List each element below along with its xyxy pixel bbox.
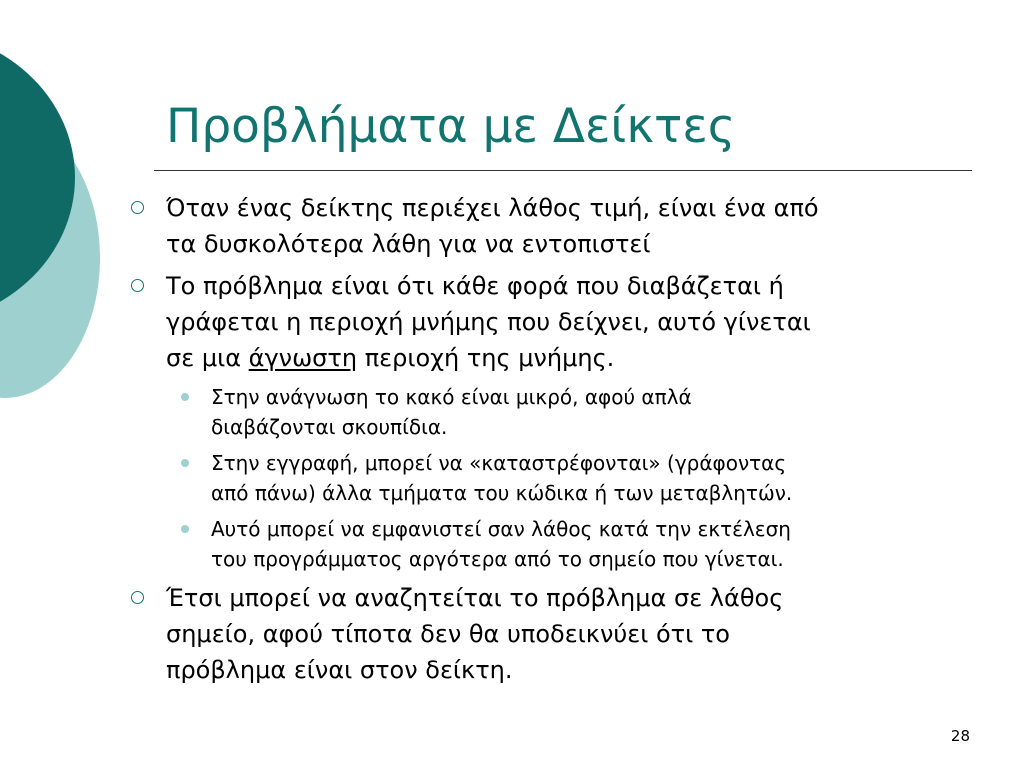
- sub-bullet-text-line: Στην ανάγνωση το κακό είναι μικρό, αφού απλά: [211, 385, 692, 409]
- bullet-text-line: τα δυσκολότερα λάθη για να εντοπιστεί: [166, 230, 651, 258]
- slide-number: 28: [950, 727, 970, 745]
- bullet-item: [128, 190, 966, 262]
- bullet-text-line: σημείο, αφού τίποτα δεν θα υποδεικνύει ότι το: [166, 620, 730, 648]
- bullet-text-fragment: περιοχή της μνήμης.: [357, 344, 615, 372]
- bullet-text-line: πρόβλημα είναι στον δείκτη.: [166, 656, 513, 684]
- bullet-item: [128, 268, 966, 376]
- slide-title: Προβλήματα με Δείκτες: [166, 99, 736, 154]
- sub-bullet-item: [211, 448, 991, 508]
- bullet-text-fragment: σε μια: [166, 344, 249, 372]
- filled-dot-bullet-icon: [181, 459, 189, 467]
- bullet-text-line: Έτσι μπορεί να αναζητείται το πρόβλημα σε λάθος: [166, 584, 784, 612]
- slide-body: [128, 190, 988, 694]
- hollow-circle-bullet-icon: [131, 201, 144, 214]
- hollow-circle-bullet-icon: [131, 591, 144, 604]
- sub-bullet-text-line: από πάνω) άλλα τμήματα του κώδικα ή των μεταβλητών.: [211, 481, 793, 505]
- sub-bullet-item: [211, 514, 991, 574]
- bullet-text-line: Το πρόβλημα είναι ότι κάθε φορά που διαβάζεται ή: [166, 272, 784, 300]
- filled-dot-bullet-icon: [181, 525, 189, 533]
- sub-bullet-text-line: Αυτό μπορεί να εμφανιστεί σαν λάθος κατά την εκτέλεση: [211, 517, 791, 541]
- bullet-text-line: Όταν ένας δείκτης περιέχει λάθος τιμή, είναι ένα από: [166, 194, 819, 222]
- sub-bullet-item: [211, 382, 991, 442]
- bullet-text-line: γράφεται η περιοχή μνήμης που δείχνει, αυτό γίνεται: [166, 308, 811, 336]
- sub-bullet-text-line: Στην εγγραφή, μπορεί να «καταστρέφονται» (γράφοντας: [211, 451, 787, 475]
- sub-bullet-text-line: του προγράμματος αργότερα από το σημείο που γίνεται.: [211, 547, 784, 571]
- underlined-word: άγνωστη: [248, 344, 358, 372]
- hollow-circle-bullet-icon: [131, 279, 144, 292]
- title-divider: [154, 170, 972, 171]
- sub-bullet-text-line: διαβάζονται σκουπίδια.: [211, 415, 448, 439]
- bullet-item: [128, 580, 966, 688]
- filled-dot-bullet-icon: [181, 393, 189, 401]
